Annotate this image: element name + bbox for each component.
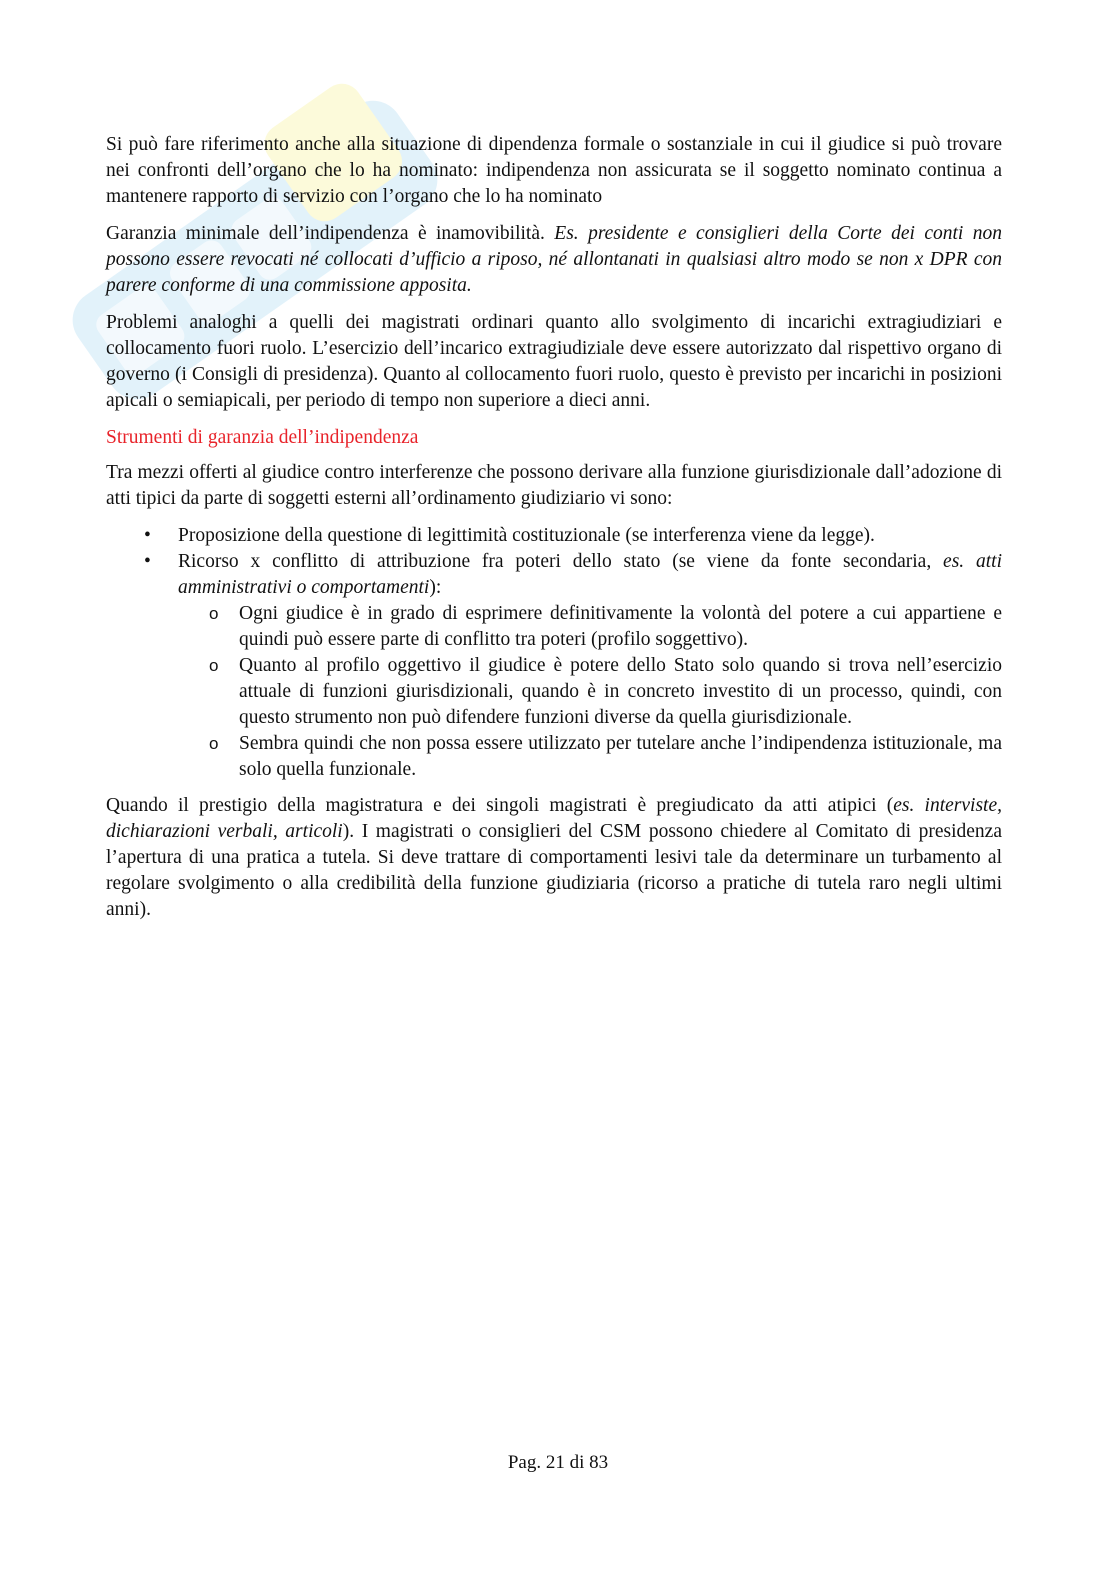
sub-bullet-circle-icon: o	[209, 734, 219, 753]
paragraphs	[106, 132, 1002, 414]
bullet-dot-icon: •	[144, 551, 151, 572]
closing-paragraph	[106, 793, 1002, 923]
sub-bullet-item	[178, 653, 1002, 731]
intro-paragraph: Tra mezzi offerti al giudice contro interferenze che possono derivare alla funzione giurisdizionale dall’adozione di atti tipici da parte di soggetti esterni all’ordinamento giudiziario vi sono:	[106, 462, 1002, 509]
bullet-item	[106, 549, 1002, 783]
sub-bullet-list	[178, 601, 1002, 783]
bullet-dot-icon: •	[144, 525, 151, 546]
sub-bullet-text: Quanto al profilo oggettivo il giudice è potere dello Stato solo quando si trova nell’esercizio attuale di funzioni giurisdizionali, quando è in concreto investito di un processo, quindi, con questo strumento non può difendere funzioni diverse da quella giurisdizionale.	[239, 655, 1002, 728]
bullet-list	[106, 523, 1002, 783]
sub-bullet-circle-icon: o	[209, 604, 219, 623]
italic-text: es. interviste, dichiarazioni verbali, articoli	[106, 795, 1002, 842]
section-heading: Strumenti di garanzia dell’indipendenza	[106, 427, 419, 448]
body-paragraph	[106, 221, 1002, 299]
sub-bullet-text: Ogni giudice è in grado di esprimere definitivamente la volontà del potere a cui appartiene e quindi può essere parte di conflitto tra poteri (profilo soggettivo).	[239, 603, 1002, 650]
sub-bullet-item	[178, 601, 1002, 653]
text-run: Ricorso x conflitto di attribuzione fra poteri dello stato (se viene da fonte secondaria,	[178, 551, 944, 572]
text-run: Proposizione della questione di legittimità costituzionale (se interferenza viene da legge).	[178, 525, 875, 546]
text-run: Si può fare riferimento anche alla situazione di dipendenza formale o sostanziale in cui il giudice si può trovare nei confronti dell’organo che lo ha nominato: indipendenza non assicurata se il soggetto nominato continua a mantenere rapporto di servizio con l’organo che lo ha nominato	[106, 134, 1002, 207]
body-paragraph	[106, 132, 1002, 210]
page-footer: Pag. 21 di 83	[507, 1452, 609, 1473]
body-paragraph	[106, 310, 1002, 414]
text-run: Problemi analoghi a quelli dei magistrati ordinari quanto allo svolgimento di incarichi extragiudiziari e collocamento fuori ruolo. L’esercizio dell’incarico extragiudiziale deve essere autorizzato dal rispettivo organo di governo (i Consigli di presidenza). Quanto al collocamento fuori ruolo, questo è previsto per incarichi in posizioni apicali o semiapicali, per periodo di tempo non superiore a dieci anni.	[106, 312, 1002, 411]
sub-bullet-text: Sembra quindi che non possa essere utilizzato per tutelare anche l’indipendenza istituzionale, ma solo quella funzionale.	[239, 733, 1002, 780]
text-run: Garanzia minimale dell’indipendenza è inamovibilità.	[106, 223, 555, 244]
italic-text: es. atti amministrativi o comportamenti	[178, 551, 1003, 598]
sub-bullet-item	[178, 731, 1002, 783]
page-body	[106, 132, 1002, 934]
text-run: ). I magistrati o consiglieri del CSM possono chiedere al Comitato di presidenza l’apertura di una pratica a tutela. Si deve trattare di comportamenti lesivi tale da determinare un turbamento al regolare svolgimento o alla credibilità della funzione giudiziaria (ricorso a pratiche di tutela raro negli ultimi anni).	[106, 821, 1002, 920]
text-run: Quando il prestigio della magistratura e dei singoli magistrati è pregiudicato da atti atipici (	[106, 795, 894, 816]
sub-bullet-circle-icon: o	[209, 656, 219, 675]
bullet-item	[106, 523, 1002, 549]
text-run: ):	[429, 577, 442, 598]
italic-text: Es. presidente e consiglieri della Corte dei conti non possono essere revocati né collocati d’ufficio a riposo, né allontanati in qualsiasi altro modo se non x DPR con parere conforme di una commissione apposita.	[106, 223, 1002, 296]
